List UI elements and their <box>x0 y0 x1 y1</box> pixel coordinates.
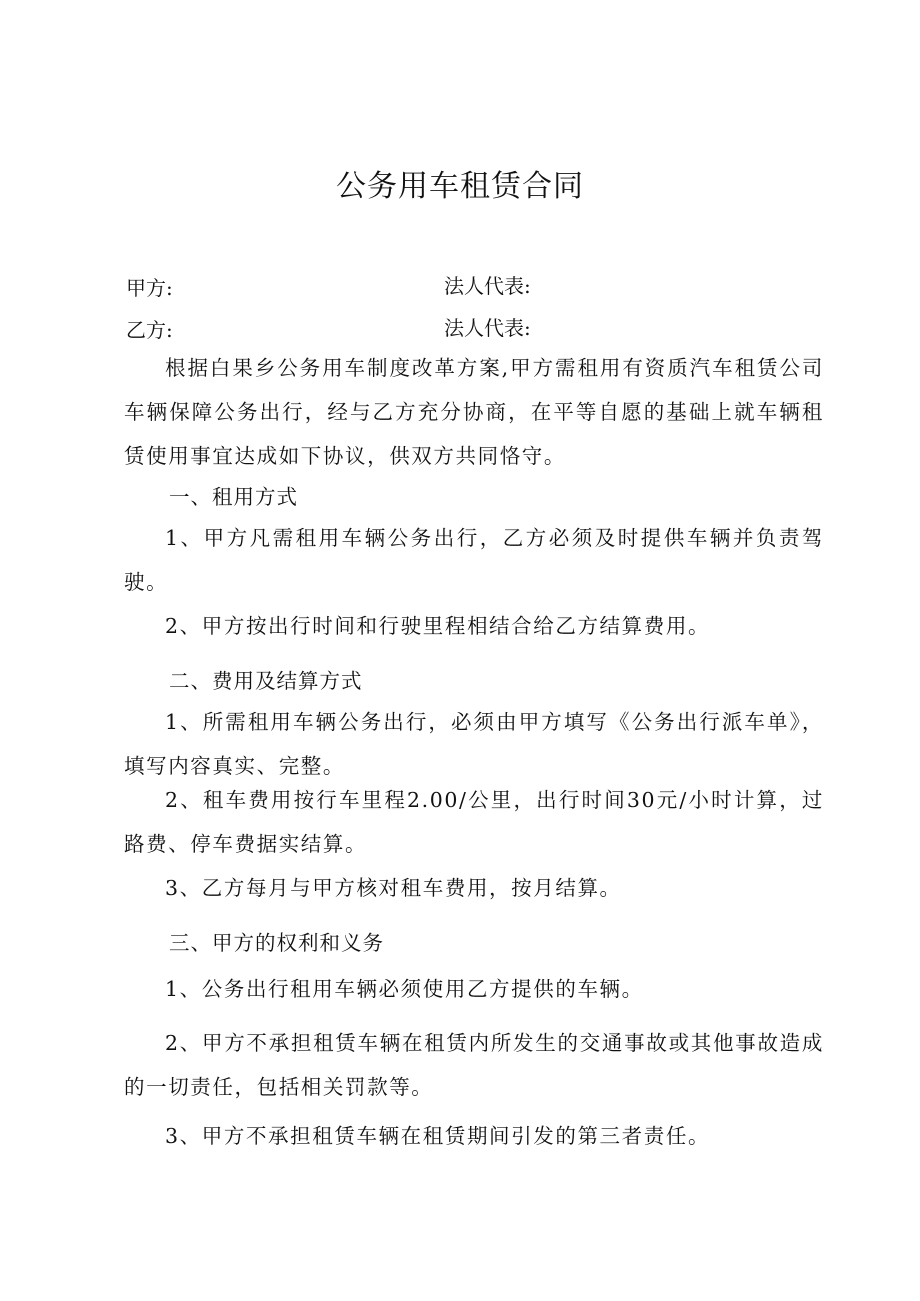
section-item: 1、所需租用车辆公务出行，必须由甲方填写《公务出行派车单》，填写内容真实、完整。 <box>124 710 824 778</box>
section-item: 3、乙方每月与甲方核对租车费用，按月结算。 <box>165 876 622 900</box>
party-b-label: 乙方: <box>126 318 173 342</box>
section-item: 2、甲方按出行时间和行驶里程相结合给乙方结算费用。 <box>165 614 711 638</box>
section-item: 2、甲方不承担租赁车辆在租赁内所发生的交通事故或其他事故造成的一切责任，包括相关罚款等。 <box>124 1031 824 1099</box>
intro-paragraph: 根据白果乡公务用车制度改革方案,甲方需租用有资质汽车租赁公司车辆保障公务出行，经与乙方充分协商，在平等自愿的基础上就车辆租赁使用事宜达成如下协议，供双方共同恪守。 <box>124 356 824 468</box>
section-item: 1、甲方凡需租用车辆公务出行，乙方必须及时提供车辆并负责驾驶。 <box>124 526 824 594</box>
section-heading: 三、甲方的权利和义务 <box>169 931 384 955</box>
section-item: 2、租车费用按行车里程2.00/公里，出行时间30元/小时计算，过路费、停车费据实结算。 <box>124 788 824 856</box>
party-a-rep-label: 法人代表: <box>444 274 531 298</box>
party-a-label: 甲方: <box>126 276 173 300</box>
section-heading: 二、费用及结算方式 <box>169 669 363 693</box>
document-title: 公务用车租赁合同 <box>336 169 584 204</box>
party-b-rep-label: 法人代表: <box>444 316 531 340</box>
section-item: 1、公务出行租用车辆必须使用乙方提供的车辆。 <box>165 977 644 1001</box>
section-heading: 一、租用方式 <box>169 485 298 509</box>
section-item: 3、甲方不承担租赁车辆在租赁期间引发的第三者责任。 <box>165 1124 711 1148</box>
